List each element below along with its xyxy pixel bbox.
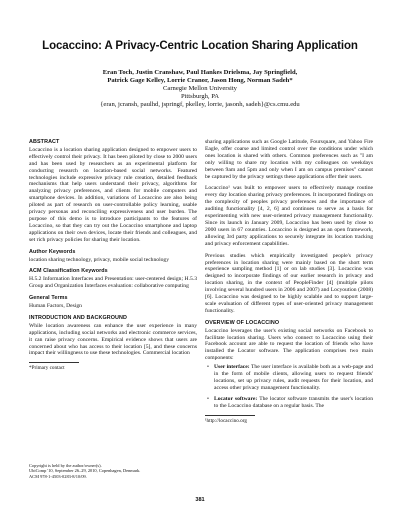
author-names-line1: Eran Toch, Justin Cranshaw, Paul Hankes Drielsma, Jay Springfield, xyxy=(102,69,298,76)
general-terms-heading: General Terms xyxy=(29,295,68,302)
introduction-text: While location awareness can enhance the user experience in many applications, including social networks and electronic commerce services, it can raise privacy concerns. Empirical evidence shows that users are concerned about who has access to their location [5], and these concerns impact their willingness to use these technologies. Commercial location xyxy=(29,322,197,357)
right-column xyxy=(205,139,373,425)
body-paragraph-3: Previous studies which empirically investigated people's privacy preferences in location sharing were mainly based on the short term experience sampling method [1] or on lab studies [3]. Locaccino was designed to incorporate findings of our earlier research in privacy and location sharing, in the context of PeopleFinder [4] (multiple pilots involving several hundred users in 2006 and 2007) and Locyoution (2008) [6]. Locaccino was designed to be highly scalable and to support large-scale evaluation of different types of user-oriented privacy management functionality. xyxy=(205,252,373,314)
paper-title: Locaccino: A Privacy-Centric Location Sharing Application xyxy=(42,40,358,52)
author-block xyxy=(0,69,400,109)
page-number: 381 xyxy=(195,497,205,503)
conference-line: UbiComp '10, September 26–29, 2010, Copenhagen, Denmark. xyxy=(29,468,141,474)
abstract-text: Locaccino is a location sharing application designed to empower users to effectively control their privacy. It has been piloted by close to 2000 users and has been used by researchers as an experimental platform for conducting research on location-based social networks. Featured technologies include expressive privacy rule creation, detailed feedback mechanisms that help users understand their privacy, algorithms for analyzing privacy preferences, and clients for mobile computers and smartphone devices. In addition, variations of Locaccino are also being piloted as part of research on user-controllable policy learning, usable privacy personas and reconciling expressiveness and user burden. The purpose of this demo is to introduce participants to the features of Locaccino, so that they can try out the Locaccino smartphone and laptop applications on their own devices, locate their friends and colleagues, and set rich privacy policies for sharing their location. xyxy=(29,146,197,243)
primary-contact-footnote: *Primary contact xyxy=(29,365,65,372)
acm-classification-text: H.5.2 Information Interfaces and Presentation: user-centered design; H.5.3 Group and Organization Interfaces evaluation: collaborative computing xyxy=(29,276,197,290)
body-paragraph-2: Locaccino¹ was built to empower users to effectively manage routine every day location sharing privacy preferences. It incorporated findings on the complexity of peoples privacy preferences and the importance of auditing functionality [4, 2, 6] and continues to serve as a basis for experimenting with new user-oriented privacy management functionality. Since its launch in January 2009, Locaccino has been used by close to 2000 users in 67 countries. Locaccino is designed as an open framework, allowing 3rd party applications to securely integrate its location tracking and privacy enforcement capabilities. xyxy=(205,185,373,247)
author-emails: {eran, jcransh, paulhd, jspringf, pkelley, lorrie, jasonh, sadeh}@cs.cmu.edu xyxy=(100,101,300,108)
affiliation: Carnegie Mellon University xyxy=(163,85,237,92)
component-list xyxy=(205,364,373,409)
left-column xyxy=(29,139,197,372)
bullet-title-user-interface: User interface: xyxy=(214,364,250,371)
bullet-text-locator-software: The locator software transmits the user's location to the Locaccino database on a regular basis. The xyxy=(214,395,373,409)
acm-classification-heading: ACM Classification Keywords xyxy=(29,268,108,275)
overview-heading: OVERVIEW OF LOCACCINO xyxy=(205,319,280,326)
footnote-rule xyxy=(29,362,79,363)
keywords-text: location sharing technology, privacy, mobile social technology xyxy=(29,256,170,263)
affiliation-city: Pittsburgh, PA xyxy=(180,93,220,100)
general-terms-text: Human Factors, Design xyxy=(29,303,82,310)
copyright-notice xyxy=(29,463,199,479)
bullet-text-user-interface: The user interface is available both as a web-page and in the form of mobile clients, allowing users to request friends' locations, set up privacy rules, audit requests for their location, and access other privacy management functionality. xyxy=(214,364,373,391)
bullet-title-locator-software: Locator software: xyxy=(214,395,258,402)
footnote-rule xyxy=(205,415,255,416)
keywords-heading: Author Keywords xyxy=(29,248,76,255)
body-paragraph-1: sharing applications such as Google Latitude, Foursquare, and Yahoo Fire Eagle, offer coarse and limited control over the conditions under which ones location is shared with others. Common preferences such as "I am only willing to share my location with my colleagues on weekdays between 9am and 5pm and only when I am on campus premises" cannot be captured by the privacy settings these applications offer their users. xyxy=(205,139,373,180)
introduction-heading: INTRODUCTION AND BACKGROUND xyxy=(29,314,128,321)
author-names-line2: Patrick Gage Kelley, Lorrie Cranor, Jason Hong, Norman Sadeh* xyxy=(107,77,293,84)
abstract-heading: ABSTRACT xyxy=(29,139,60,145)
list-item xyxy=(214,396,373,410)
copyright-line: Copyright is held by the author/owner(s). xyxy=(29,463,102,468)
url-footnote: ¹http://locaccino.org xyxy=(205,417,247,424)
isbn-line: ACM 978-1-4503-0283-8/10/09. xyxy=(29,473,87,479)
overview-text: Locaccino leverages the user's existing social networks on Facebook to facilitate location sharing. Users who connect to Locaccino using their Facebook account are able to request the location of friends who have installed the Locator software. The application comprises two main components: xyxy=(205,327,373,362)
list-item xyxy=(214,364,373,392)
